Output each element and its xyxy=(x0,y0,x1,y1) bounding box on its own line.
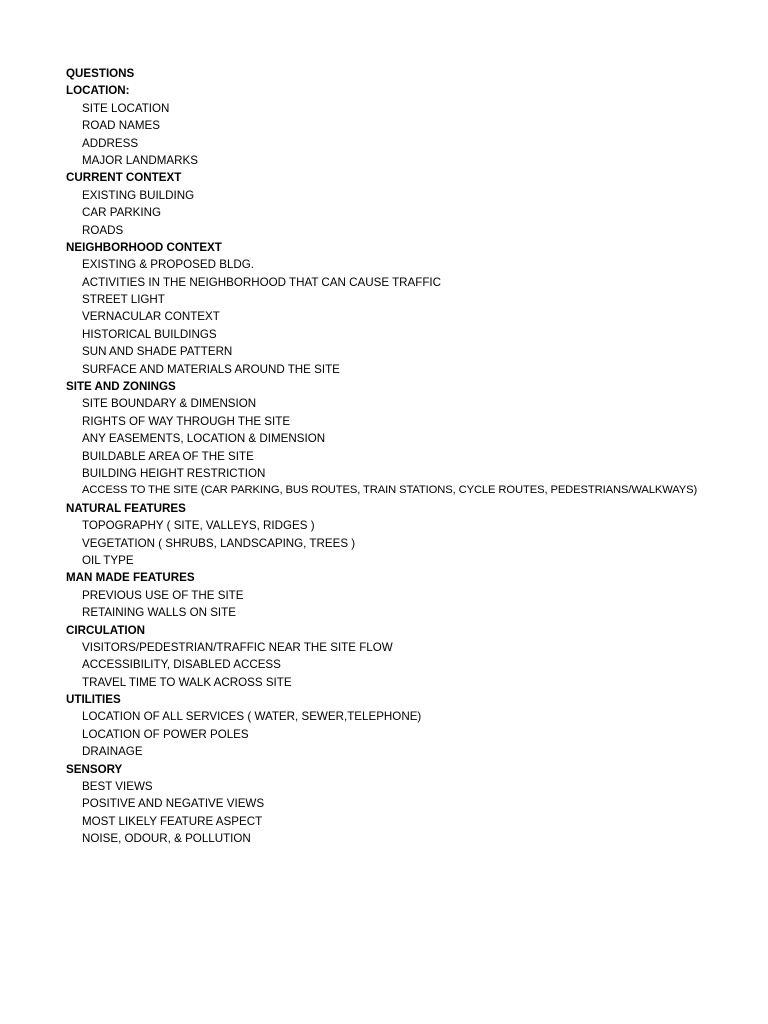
list-item: EXISTING BUILDING xyxy=(82,188,195,202)
list-item: BUILDABLE AREA OF THE SITE xyxy=(82,449,254,463)
list-item: CAR PARKING xyxy=(82,206,162,220)
section-heading: SENSORY xyxy=(66,762,123,776)
list-item: EXISTING & PROPOSED BLDG. xyxy=(82,258,255,272)
list-item: BUILDING HEIGHT RESTRICTION xyxy=(82,466,266,480)
list-item: PREVIOUS USE OF THE SITE xyxy=(82,588,244,602)
list-item: OIL TYPE xyxy=(82,553,134,567)
list-item: MOST LIKELY FEATURE ASPECT xyxy=(82,814,263,828)
section-sensory xyxy=(66,761,756,848)
section-current-context xyxy=(66,169,756,239)
section-heading: UTILITIES xyxy=(66,693,121,707)
section-heading: SITE AND ZONINGS xyxy=(66,380,176,394)
list-item: RETAINING WALLS ON SITE xyxy=(82,606,236,620)
section-utilities xyxy=(66,691,756,761)
list-item: ROADS xyxy=(82,223,124,237)
section-location xyxy=(66,82,756,169)
list-item: ACCESS TO THE SITE (CAR PARKING, BUS ROUTES, TRAIN STATIONS, CYCLE ROUTES, PEDESTRIANS/WALKWAYS) xyxy=(82,484,698,497)
list-item: LOCATION OF POWER POLES xyxy=(82,727,249,741)
section-site-and-zonings xyxy=(66,378,756,500)
section-heading: NATURAL FEATURES xyxy=(66,501,186,515)
section-heading: CIRCULATION xyxy=(66,623,145,637)
document-page xyxy=(66,65,756,848)
list-item: ANY EASEMENTS, LOCATION & DIMENSION xyxy=(82,432,326,446)
section-neighborhood-context xyxy=(66,239,756,378)
list-item: MAJOR LANDMARKS xyxy=(82,153,198,167)
section-heading: LOCATION: xyxy=(66,84,130,98)
list-item: BEST VIEWS xyxy=(82,780,153,794)
section-heading: CURRENT CONTEXT xyxy=(66,171,182,185)
list-item: SITE LOCATION xyxy=(82,101,170,115)
list-item: VERNACULAR CONTEXT xyxy=(82,310,220,324)
list-item: ADDRESS xyxy=(82,136,139,150)
list-item: HISTORICAL BUILDINGS xyxy=(82,327,217,341)
list-item: ROAD NAMES xyxy=(82,119,160,133)
list-item: ACTIVITIES IN THE NEIGHBORHOOD THAT CAN CAUSE TRAFFIC xyxy=(82,275,442,289)
list-item: LOCATION OF ALL SERVICES ( WATER, SEWER,TELEPHONE) xyxy=(82,710,422,724)
list-item: RIGHTS OF WAY THROUGH THE SITE xyxy=(82,414,291,428)
section-heading: MAN MADE FEATURES xyxy=(66,571,195,585)
document-title: QUESTIONS xyxy=(66,67,135,80)
list-item: ACCESSIBILITY, DISABLED ACCESS xyxy=(82,658,281,672)
list-item: DRAINAGE xyxy=(82,745,143,759)
section-man-made-features xyxy=(66,569,756,621)
list-item: TOPOGRAPHY ( SITE, VALLEYS, RIDGES ) xyxy=(82,519,315,533)
section-heading: NEIGHBORHOOD CONTEXT xyxy=(66,240,222,254)
list-item: SITE BOUNDARY & DIMENSION xyxy=(82,397,257,411)
list-item: STREET LIGHT xyxy=(82,293,165,307)
list-item: NOISE, ODOUR, & POLLUTION xyxy=(82,832,251,846)
section-circulation xyxy=(66,622,756,692)
list-item: VEGETATION ( SHRUBS, LANDSCAPING, TREES ) xyxy=(82,536,356,550)
section-natural-features xyxy=(66,500,756,570)
list-item: SURFACE AND MATERIALS AROUND THE SITE xyxy=(82,362,340,376)
list-item: SUN AND SHADE PATTERN xyxy=(82,345,233,359)
list-item: POSITIVE AND NEGATIVE VIEWS xyxy=(82,797,265,811)
list-item: VISITORS/PEDESTRIAN/TRAFFIC NEAR THE SITE FLOW xyxy=(82,640,393,654)
list-item: TRAVEL TIME TO WALK ACROSS SITE xyxy=(82,675,292,689)
